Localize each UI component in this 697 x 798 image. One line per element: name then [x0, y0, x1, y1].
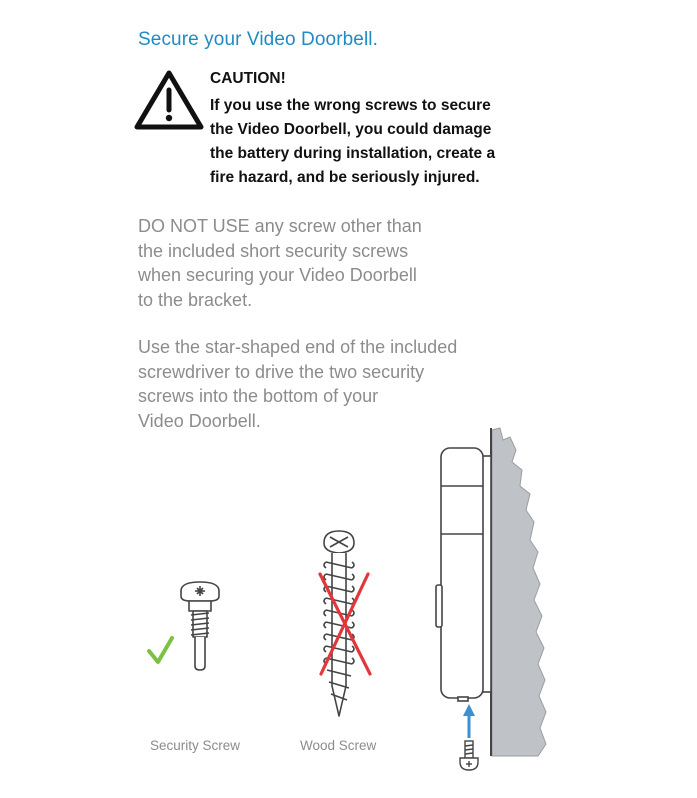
wood-screw-illustration	[324, 531, 354, 716]
security-screw-label: Security Screw	[150, 738, 241, 753]
page-title: Secure your Video Doorbell.	[138, 28, 378, 50]
paragraph-line: Use the star-shaped end of the included	[138, 337, 458, 357]
paragraph-line: screwdriver to drive the two security	[138, 361, 425, 382]
wood-screw-label: Wood Screw	[300, 738, 377, 753]
caution-line: the battery during installation, create a	[210, 145, 496, 162]
up-arrow-icon	[463, 704, 475, 738]
caution-line: fire hazard, and be seriously injured.	[210, 169, 480, 186]
caution-line: If you use the wrong screws to secure	[210, 97, 491, 114]
paragraph-line: DO NOT USE any screw other than	[138, 216, 422, 236]
paragraph-line: when securing your Video Doorbell	[138, 265, 417, 285]
paragraph-line: screws into the bottom of your	[138, 386, 379, 406]
caution-line: the Video Doorbell, you could damage	[210, 121, 492, 138]
caution-heading: CAUTION!	[210, 70, 286, 87]
checkmark-icon	[149, 638, 172, 662]
security-screw-illustration	[181, 582, 219, 670]
paragraph-line: Video Doorbell.	[138, 410, 261, 431]
doorbell-illustration	[436, 448, 491, 701]
wall	[492, 428, 546, 756]
paragraph-line: to the bracket.	[138, 289, 253, 310]
paragraph-line: the included short security screws	[138, 240, 409, 261]
small-screw-illustration	[460, 741, 478, 770]
